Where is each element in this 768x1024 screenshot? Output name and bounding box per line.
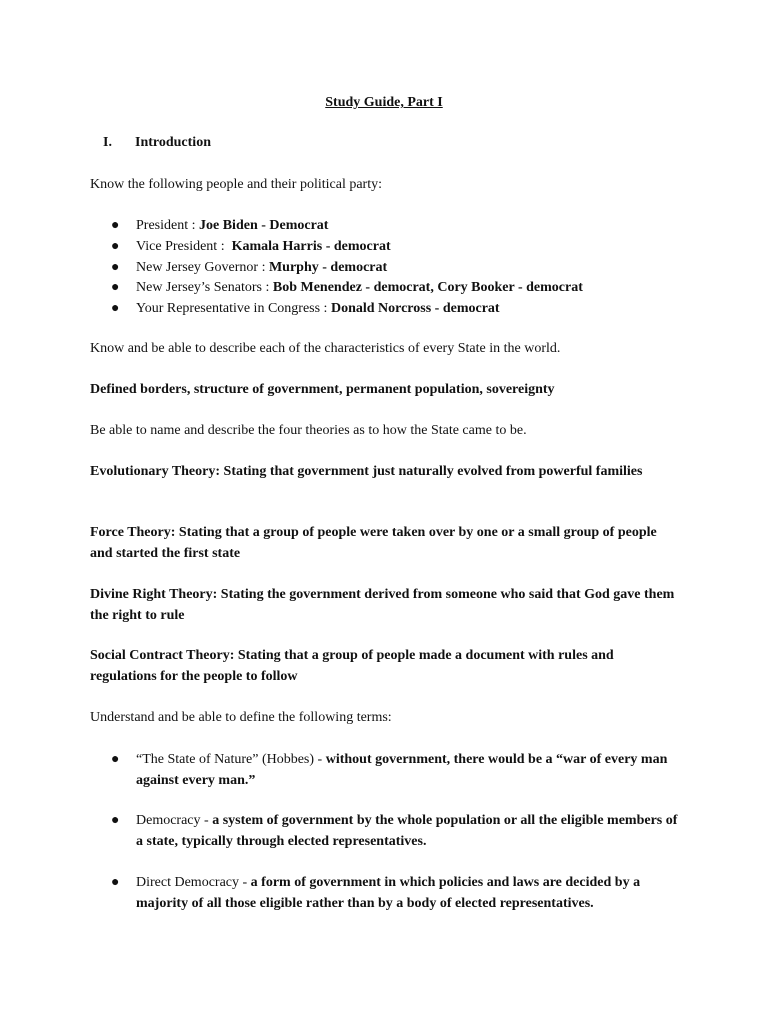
term-item-democracy	[90, 811, 682, 853]
term-definition: a form of government in which policies and laws are decided by a majority of all those eligible rather than by a body of elected representatives.	[136, 875, 641, 911]
term-label: Democracy -	[136, 813, 213, 828]
page-title: Study Guide, Part I	[325, 95, 443, 110]
theory-social-contract: Social Contract Theory: Stating that a group of people made a document with rules and regulations for the people to follow	[90, 648, 614, 684]
person-answer: Joe Biden - Democrat	[199, 218, 329, 233]
bullet-icon: ●	[111, 875, 120, 890]
theory-force: Force Theory: Stating that a group of people were taken over by one or a small group of people and started the first state	[90, 525, 657, 561]
term-label: Direct Democracy -	[136, 875, 251, 890]
bullet-icon: ●	[111, 280, 120, 296]
bullet-icon: ●	[111, 813, 120, 828]
list-item	[90, 873, 682, 915]
person-role: New Jersey’s Senators :	[136, 280, 273, 296]
person-role: Your Representative in Congress :	[136, 301, 331, 317]
term-label: “The State of Nature” (Hobbes) -	[136, 752, 326, 767]
list-item	[90, 237, 682, 258]
section-number: I.	[103, 135, 112, 150]
terms-intro: Understand and be able to define the following terms:	[90, 710, 392, 725]
term-item-state-of-nature	[90, 750, 682, 792]
list-item	[90, 258, 682, 279]
term-definition: a system of government by the whole population or all the eligible members of a state, typically through elected representatives.	[136, 813, 678, 849]
section-title: Introduction	[135, 135, 211, 150]
theories-intro: Be able to name and describe the four theories as to how the State came to be.	[90, 423, 527, 438]
characteristics-intro: Know and be able to describe each of the characteristics of every State in the world.	[90, 341, 561, 356]
person-role: Vice President :	[136, 238, 232, 254]
people-intro: Know the following people and their political party:	[90, 177, 382, 192]
term-definition: without government, there would be a “war of every man against every man.”	[136, 752, 668, 788]
bullet-icon: ●	[111, 218, 120, 233]
bullet-icon: ●	[111, 301, 120, 317]
list-item	[90, 216, 682, 237]
list-item	[90, 750, 682, 792]
theory-evolutionary: Evolutionary Theory: Stating that government just naturally evolved from powerful families	[90, 464, 643, 479]
list-item	[90, 278, 682, 299]
bullet-icon: ●	[111, 259, 120, 275]
theory-divine-right: Divine Right Theory: Stating the government derived from someone who said that God gave them the right to rule	[90, 587, 675, 623]
person-answer: Bob Menendez - democrat, Cory Booker - democrat	[272, 280, 583, 296]
bullet-icon: ●	[111, 238, 120, 254]
person-answer: Donald Norcross - democrat	[330, 301, 500, 317]
characteristics-answer: Defined borders, structure of government, permanent population, sovereignty	[90, 382, 555, 397]
person-role: President :	[136, 218, 199, 233]
term-item-direct-democracy	[90, 873, 682, 915]
person-answer: Murphy - democrat	[268, 259, 388, 275]
list-item	[90, 299, 682, 320]
section-heading	[103, 133, 211, 154]
people-list	[90, 216, 682, 320]
person-answer: Kamala Harris - democrat	[231, 238, 391, 254]
people-list-container	[90, 216, 682, 320]
list-item	[90, 811, 682, 853]
bullet-icon: ●	[111, 752, 120, 767]
person-role: New Jersey Governor :	[136, 259, 269, 275]
